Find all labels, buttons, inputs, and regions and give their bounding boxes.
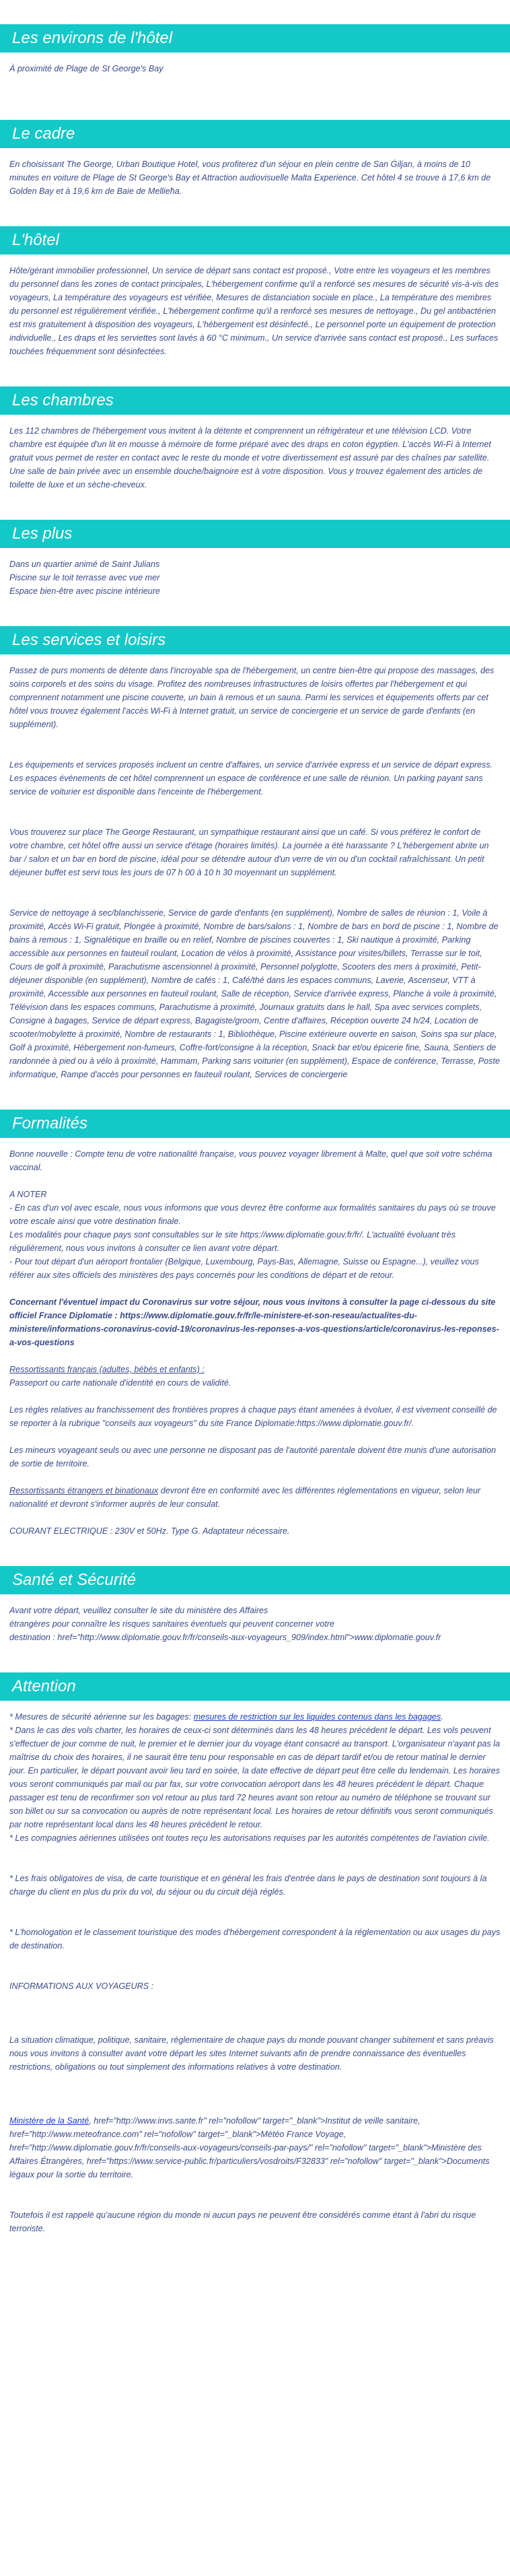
ressortissants-heading: Ressortissants français (adultes, bébés et enfants) : <box>9 1365 205 1374</box>
sante-line: étrangères pour connaître les risques sanitaires éventuels qui peuvent concerner votre <box>9 1619 335 1629</box>
environs-text: À proximité de Plage de St George's Bay <box>9 64 163 73</box>
section-title-environs: Les environs de l'hôtel <box>0 24 510 53</box>
attention-situation-line: nous vous invitons à consulter avant votre départ les sites Internet suivants afin de prendre connaissance des éventuelles restrictions, obligations ou tout simplement des informations relatives à votre destination. <box>9 2049 466 2072</box>
section-title-chambres: Les chambres <box>0 386 510 415</box>
attention-bagages-prefix: * Mesures de sécurité aérienne sur les bagages: <box>9 1712 194 1722</box>
regles-text: Les règles relatives au franchissement des frontières propres à chaque pays étant amenées à évoluer, il est vivement conseillé de se reporter à la rubrique "conseils aux voyageurs" du site France Diplomatie:https://www.diplomatie.gouv.fr/. <box>9 1405 497 1428</box>
services-paragraph: Passez de purs moments de détente dans l'incroyable spa de l'hébergement, un centre bien-être qui propose des massages, des soins corporels et des soins du visage. Profitez des nombreuses infrastructures de loisirs offertes par l'hébergement et qui comprennent notamment une piscine couverte, un bain à remous et un sauna. Parmi les services et équipements offerts par cet hôtel vous trouvez également l'accès Wi-Fi à Internet gratuit, un service de conciergerie et un service de garde d'enfants (en supplément). <box>9 666 495 729</box>
services-paragraph: Service de nettoyage à sec/blanchisserie, Service de garde d'enfants (en supplément), Nombre de salles de réunion : 1, Voile à proximité, Accès Wi-Fi gratuit, Plongée à proximité, Nombre de bars/salons : 1, Nombre de bars en bord de piscine : 1, Nombre de bains à remous : 1, Signalétique en braille ou en relief, Nombre de piscines couvertes : 1, Ski nautique à proximité, Parking accessible aux personnes en fauteuil roulant, Location de vélos à proximité, Assistance pour visites/billets, Terrasse sur le toit, Cours de golf à proximité, Parachutisme ascensionnel à proximité, Personnel polyglotte, Scooters des mers à proximité, Petit-déjeuner disponible (en supplément), Nombre de cafés : 1, Café/thé dans les espaces communs, Laverie, Ascenseur, VTT à proximité, Accessible aux personnes en fauteuil roulant, Salle de réception, Service d'arrivée express, Planche à voile à proximité, Télévision dans les espaces communs, Parachutisme à proximité, Journaux gratuits dans le hall, Spa avec services complets, Consigne à bagages, Service de départ express, Bagagiste/groom, Centre d'affaires, Réception ouverte 24 h/24, Location de scooter/mobylette à proximité, Nombre de restaurants : 1, Bibliothèque, Piscine extérieure ouverte en saison, Soins spa sur place, Golf à proximité, Hébergement non-fumeurs, Coffre-fort/consigne à la réception, Snack bar et/ou épicerie fine, Sauna, Sentiers de randonnée à pied ou à vélo à proximité, Hammam, Parking sans voiturier (en supplément), Espace de conférence, Terrasse, Poste informatique, Rampe d'accès pour personnes en fauteuil roulant, Services de conciergerie <box>9 908 500 1079</box>
section-hotel <box>9 226 501 358</box>
section-title-attention: Attention <box>0 1672 510 1701</box>
anoter-line: - Pour tout départ d'un aéroport frontalier (Belgique, Luxembourg, Pays-Bas, Allemagne, Suisse ou Espagne...), veuillez vous référer aux sites officiels des ministères des pays concernés pour les conditions de départ et de retour. <box>9 1257 479 1280</box>
attention-situation-line: La situation climatique, politique, sanitaire, réglementaire de chaque pays du monde pouvant changer subitement et sans préavis <box>9 2035 494 2045</box>
services-paragraph: Les équipements et services proposés incluent un centre d'affaires, un service d'arrivée express et un service de départ express. Les espaces événements de cet hôtel comprennent un espace de conférence et une salle de réunion. Un parking payant sans service de voiturier est disponible dans l'enceinte de l'hébergement. <box>9 760 493 796</box>
plus-line: Piscine sur le toit terrasse avec vue mer <box>9 573 160 582</box>
section-formalites <box>9 1110 501 1538</box>
section-title-hotel: L'hôtel <box>0 226 510 255</box>
attention-bagages-suffix: . <box>441 1712 443 1722</box>
cadre-text: En choisissant The George, Urban Boutique Hotel, vous profiterez d'un séjour en plein centre de San Ġiljan, à moins de 10 minutes en voiture de Plage de St George's Bay et Attraction audiovisuelle Malta Experience. Cet hôtel 4 se trouve à 17,6 km de Golden Bay et à 19,6 km de Baie de Mellieħa. <box>9 160 491 196</box>
anoter-heading: A NOTER <box>9 1190 47 1199</box>
attention-bagages <box>9 1710 501 1724</box>
chambres-text: Les 112 chambres de l'hébergement vous invitent à la détente et comprennent un réfrigérateur et une télévision LCD. Votre chambre est équipée d'un lit en mousse à mémoire de forme préparé avec des draps en coton égyptien. L'accès Wi-Fi à Internet gratuit vous permet de rester en contact avec le reste du monde et votre divertissement est assuré par des chaînes par satellite. Une salle de bain privée avec un ensemble douche/baignoire est à votre disposition. Vous y trouvez également des articles de toilette de luxe et un sèche-cheveux. <box>9 426 491 489</box>
section-chambres <box>9 386 501 492</box>
binationaux-text <box>9 1484 501 1511</box>
plus-line: Dans un quartier animé de Saint Julians <box>9 560 160 569</box>
anoter-line: - En cas d'un vol avec escale, nous vous informons que vous devrez être conforme aux formalités sanitaires du pays où se trouve votre escale ainsi que votre destination finale. <box>9 1203 496 1226</box>
section-title-services: Les services et loisirs <box>0 626 510 654</box>
attention-charter: * Dans le cas des vols charter, les horaires de ceux-ci sont déterminés dans les 48 heures précédent le départ. Les vols peuvent s'effectuer de jour comme de nuit, le premier et le dernier jour du voyage étant consacré au transport. L'organisateur n'ayant pas la maîtrise du choix des horaires, il ne saurait être tenu pour responsable en cas de départ tardif et/ou de retour matinal le dernier jour. En particulier, le départ pouvant avoir lieu tard en soirée, la date effective de départ peut être celle du lendemain. Les horaires vous seront communiqués par mail ou par fax, sur votre convocation aéroport dans les 48 heures précédent le départ. Chaque passager est tenu de reconfirmer son vol retour au plus tard 72 heures avant son retour au numéro de téléphone se trouvant sur son billet ou sur sa convocation ou auprès de notre représentant local. Les horaires de retour définitifs vous seront communiqués par notre représentant local dans les 48 heures précédent le retour. <box>9 1726 501 1829</box>
attention-compagnies: * Les compagnies aériennes utilisées ont toutes reçu les autorisations requises par les autorités compétentes de l'aviation civile. <box>9 1833 490 1843</box>
mineurs-text: Les mineurs voyageant seuls ou avec une personne ne disposant pas de l'autorité parentale doivent être munis d'une autorisation de sortie de territoire. <box>9 1446 497 1468</box>
section-environs <box>9 24 501 75</box>
attention-links <box>9 2114 501 2181</box>
sante-line: Avant votre départ, veuillez consulter le site du ministère des Affaires <box>9 1606 268 1615</box>
attention-terrorisme: Toutefois il est rappelé qu'aucune région du monde ni aucun pays ne peuvent être considérés comme étant à l'abri du risque terroriste. <box>9 2210 476 2233</box>
section-plus <box>9 520 501 598</box>
liquides-link[interactable]: mesures de restriction sur les liquides contenus dans les bagages <box>193 1712 441 1722</box>
hotel-text: Hôte/gérant immobilier professionnel, Un service de départ sans contact est proposé., Votre entre les voyageurs et les membres du personnel dans les zones de contact principales, L'hébergement confirme qu'il a renforcé ses mesures de sécurité vis-à-vis des voyageurs, La température des voyageurs est vérifiée, Mesures de distanciation sociale en place., La température des membres du personnel est régulièrement vérifiée., L'hébergement confirme qu'il a renforcé ses mesures de nettoyage., Du gel antibactérien est mis gratuitement à disposition des voyageurs, L'hébergement est désinfecté., Le personnel porte un équipement de protection individuelle., Les draps et les serviettes sont lavés à 60 °C minimum., Un service d'arrivée sans contact est proposé., Les surfaces touchées fréquemment sont désinfectées. <box>9 266 499 356</box>
anoter-line: Les modalités pour chaque pays sont consultables sur le site https://www.diplomatie.gouv.fr/fr/. L'actualité évoluant très régulièrement, nous vous invitons à consulter ce lien avant votre départ. <box>9 1230 456 1253</box>
section-cadre <box>9 120 501 198</box>
binationaux-heading: Ressortissants étrangers et binationaux <box>9 1486 159 1495</box>
attention-frais: * Les frais obligatoires de visa, de carte touristique et en général les frais d'entrée dans le pays de destination sont toujours à la charge du client en plus du prix du vol, du séjour ou du circuit déjà réglés. <box>9 1874 487 1897</box>
plus-line: Espace bien-être avec piscine intérieure <box>9 586 161 596</box>
services-paragraph: Vous trouverez sur place The George Restaurant, un sympathique restaurant ainsi que un café. Si vous préférez le confort de votre chambre, cet hôtel offre aussi un service d'étage (horaires limités). La journée a été harassante ? L'hébergement abrite un bar / salon et un bar en bord de piscine, idéal pour se détendre autour d'un verre de vin ou d'un cocktail rafraîchissant. Un petit déjeuner buffet est servi tous les jours de 07 h 00 à 10 h 30 moyennant un supplément. <box>9 827 489 877</box>
sante-line: destination : href="http://www.diplomatie.gouv.fr/fr/conseils-aux-voyageurs_909/index.html">www.diplomatie.gouv.fr <box>9 1633 441 1642</box>
section-title-plus: Les plus <box>0 520 510 548</box>
attention-links-text: , href="http://www.invs.sante.fr" rel="nofollow" target="_blank">Institut de veille sanitaire, href="http://www.meteofrance.com" rel="nofollow" target="_blank">Météo France Voyage, href="http://www.diplomatie.gouv.fr/fr/conseils-aux-voyageurs/conseils-par-pays/" rel="nofollow" target="_blank">Ministère des Affaires Étrangères, href="https://www.service-public.fr/particuliers/vosdroits/F32833" rel="nofollow" target="_blank">Documents légaux pour la sortie du territoire. <box>9 2116 490 2179</box>
section-title-cadre: Le cadre <box>0 120 510 148</box>
section-attention <box>9 1672 501 2235</box>
attention-infos-heading: INFORMATIONS AUX VOYAGEURS : <box>9 1981 154 1991</box>
attention-homologation: * L'homologation et le classement touristique des modes d'hébergement correspondent à la réglementation ou aux usages du pays de destination. <box>9 1928 501 1951</box>
coronavirus-notice: Concernant l'éventuel impact du Coronavirus sur votre séjour, nous vous invitons à consulter la page ci-dessous du site officiel France Diplomatie : https://www.diplomatie.gouv.fr/fr/le-ministere-et-son-reseau/actualites-du-ministere/informations-coronavirus-covid-19/coronavirus-les-reponses-a-vos-questions/article/coronavirus-les-reponses-a-vos-questions <box>9 1297 499 1347</box>
section-sante <box>9 1566 501 1644</box>
section-title-sante: Santé et Sécurité <box>0 1566 510 1594</box>
ministere-sante-link[interactable]: Ministère de la Santé <box>9 2116 89 2126</box>
binationaux-body: devront être en conformité avec les différentes réglementations en vigueur, selon leur nationalité et devront s'informer auprès de leur consulat. <box>9 1486 481 1509</box>
section-title-formalites: Formalités <box>0 1110 510 1138</box>
formalites-intro: Bonne nouvelle : Compte tenu de votre nationalité française, vous pouvez voyager librement à Malte, quel que soit votre schéma vaccinal. <box>9 1149 493 1172</box>
section-services <box>9 626 501 1081</box>
courant-text: COURANT ELECTRIQUE : 230V et 50Hz. Type G. Adaptateur nécessaire. <box>9 1526 290 1536</box>
ressortissants-text: Passeport ou carte nationale d'identité en cours de validité. <box>9 1378 231 1388</box>
